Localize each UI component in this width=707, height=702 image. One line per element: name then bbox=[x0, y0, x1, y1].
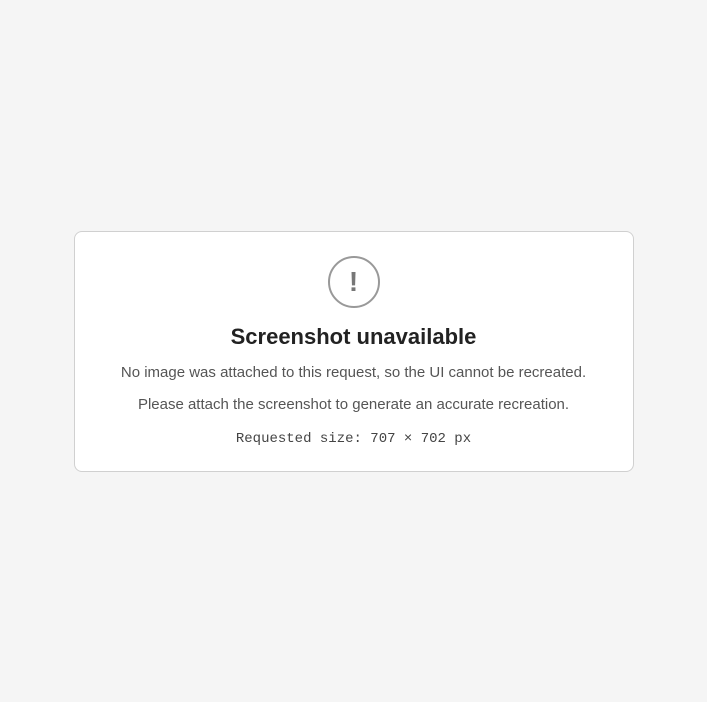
placeholder-title: Screenshot unavailable bbox=[230, 323, 477, 349]
warning-icon: ! bbox=[328, 256, 380, 308]
placeholder-panel bbox=[74, 231, 634, 472]
requested-size-label: Requested size: 707 × 702 px bbox=[235, 430, 472, 447]
placeholder-message: No image was attached to this request, so the UI cannot be recreated. bbox=[120, 363, 587, 381]
placeholder-instruction: Please attach the screenshot to generate an accurate recreation. bbox=[137, 396, 570, 413]
